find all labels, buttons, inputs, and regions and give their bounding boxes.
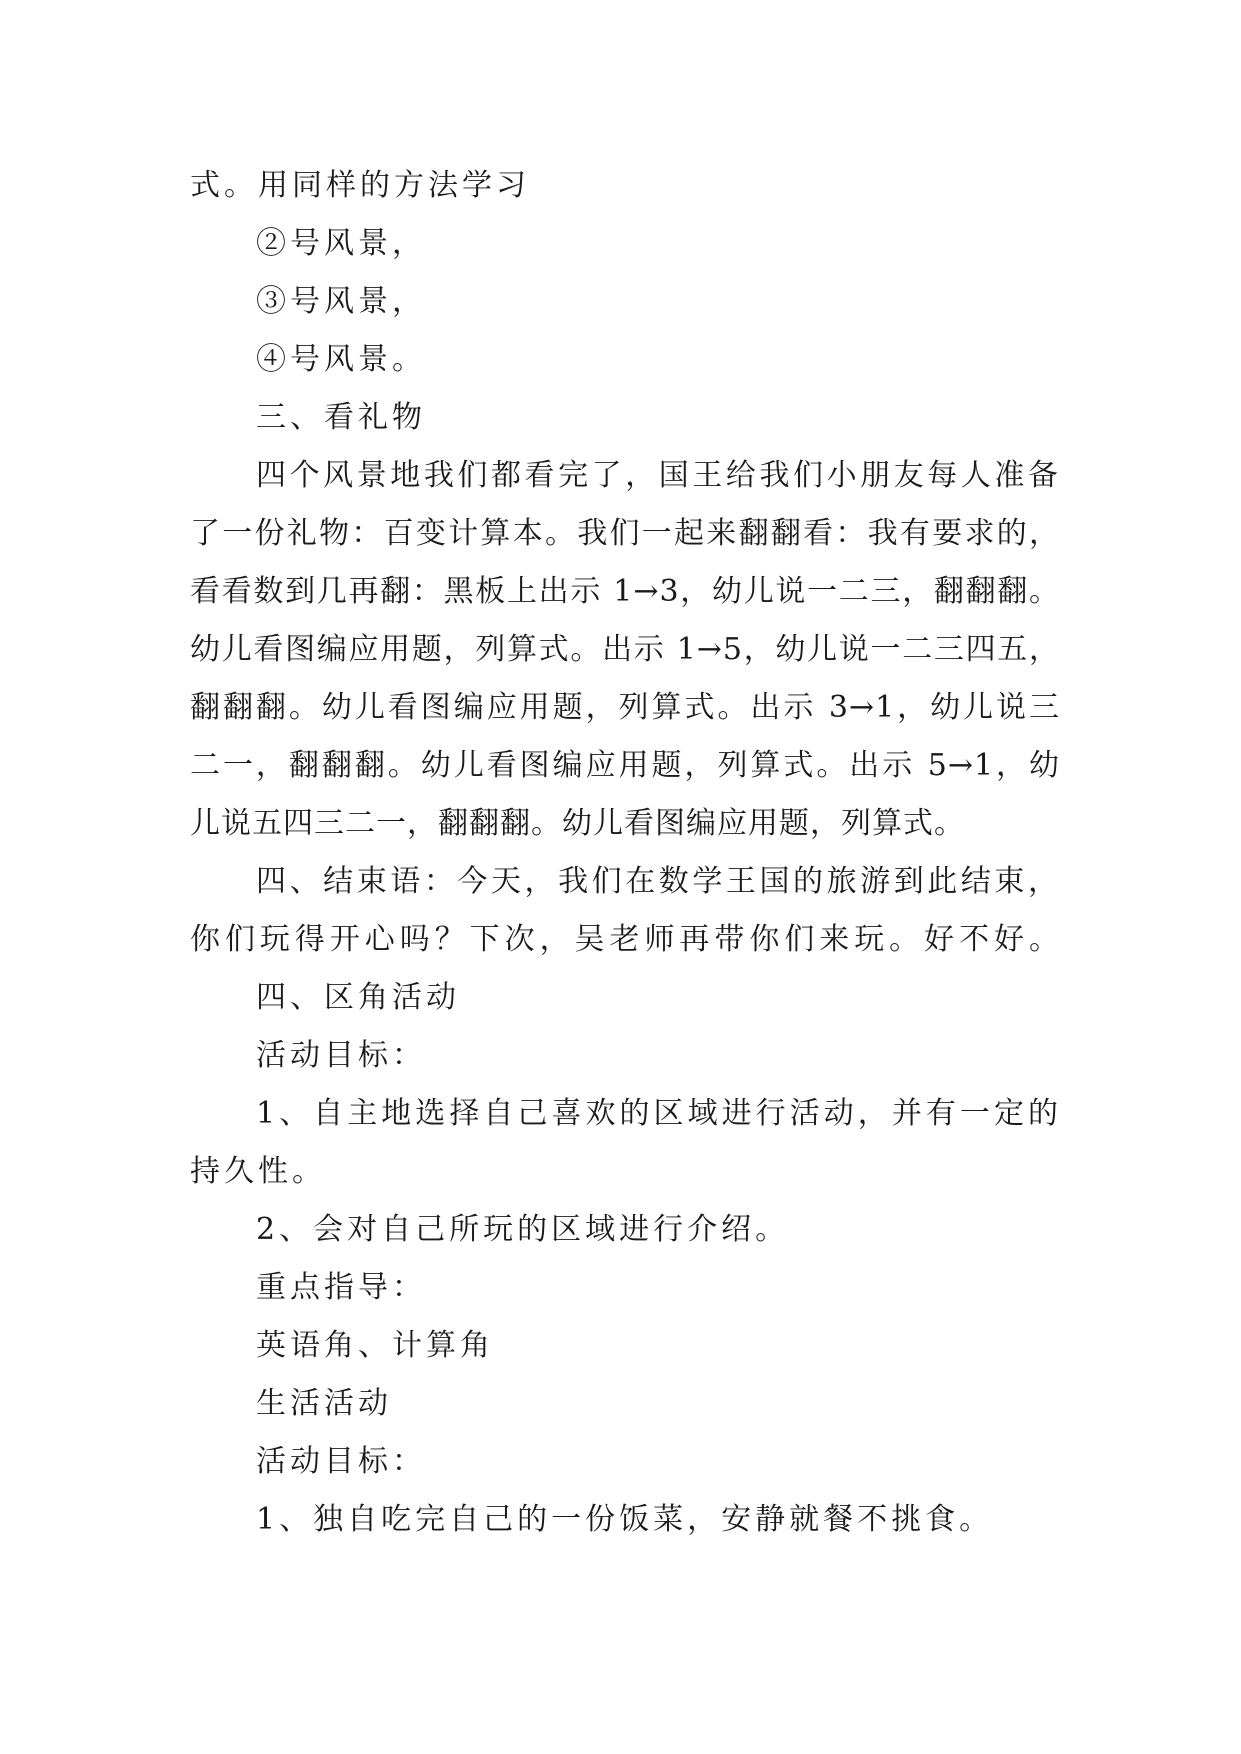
text-line-10: 翻翻翻。幼儿看图编应用题，列算式。出示 3→1，幼儿说三: [190, 690, 1060, 725]
text-line-1: 式。用同样的方法学习: [190, 168, 530, 203]
text-line-17: 1、自主地选择自己喜欢的区域进行活动，并有一定的: [256, 1096, 1060, 1131]
section-heading-gift: 三、看礼物: [256, 400, 426, 435]
section-heading-closing: 四、结束语：今天，我们在数学王国的旅游到此结束，: [256, 864, 1060, 899]
text-line-8: 看看数到几再翻：黑板上出示 1→3，幼儿说一二三，翻翻翻。: [190, 574, 1060, 609]
label-activity-goals: 活动目标：: [256, 1038, 426, 1073]
label-activity-goals-2: 活动目标：: [256, 1444, 426, 1479]
text-line-12: 儿说五四三二一，翻翻翻。幼儿看图编应用题，列算式。: [190, 806, 965, 841]
text-line-2: ②号风景，: [256, 226, 426, 261]
document-body: [190, 157, 1060, 1549]
text-line-9: 幼儿看图编应用题，列算式。出示 1→5，幼儿说一二三四五，: [190, 632, 1060, 667]
section-heading-corner-activity: 四、区角活动: [256, 980, 460, 1015]
section-heading-life-activity: 生活活动: [256, 1386, 392, 1421]
text-line-3: ③号风景，: [256, 284, 426, 319]
text-line-7: 了一份礼物：百变计算本。我们一起来翻翻看：我有要求的，: [190, 516, 1060, 551]
text-line-14: 你们玩得开心吗？下次，吴老师再带你们来玩。好不好。: [190, 922, 1060, 957]
text-line-6: 四个风景地我们都看完了，国王给我们小朋友每人准备: [256, 458, 1060, 493]
text-line-11: 二一，翻翻翻。幼儿看图编应用题，列算式。出示 5→1，幼: [190, 748, 1060, 783]
text-line-18: 持久性。: [190, 1154, 326, 1189]
text-line-19: 2、会对自己所玩的区域进行介绍。: [256, 1212, 790, 1247]
label-key-guidance: 重点指导：: [256, 1270, 426, 1305]
text-line-21: 英语角、计算角: [256, 1328, 494, 1363]
text-line-24: 1、独自吃完自己的一份饭菜，安静就餐不挑食。: [256, 1502, 994, 1537]
text-line-4: ④号风景。: [256, 342, 426, 377]
